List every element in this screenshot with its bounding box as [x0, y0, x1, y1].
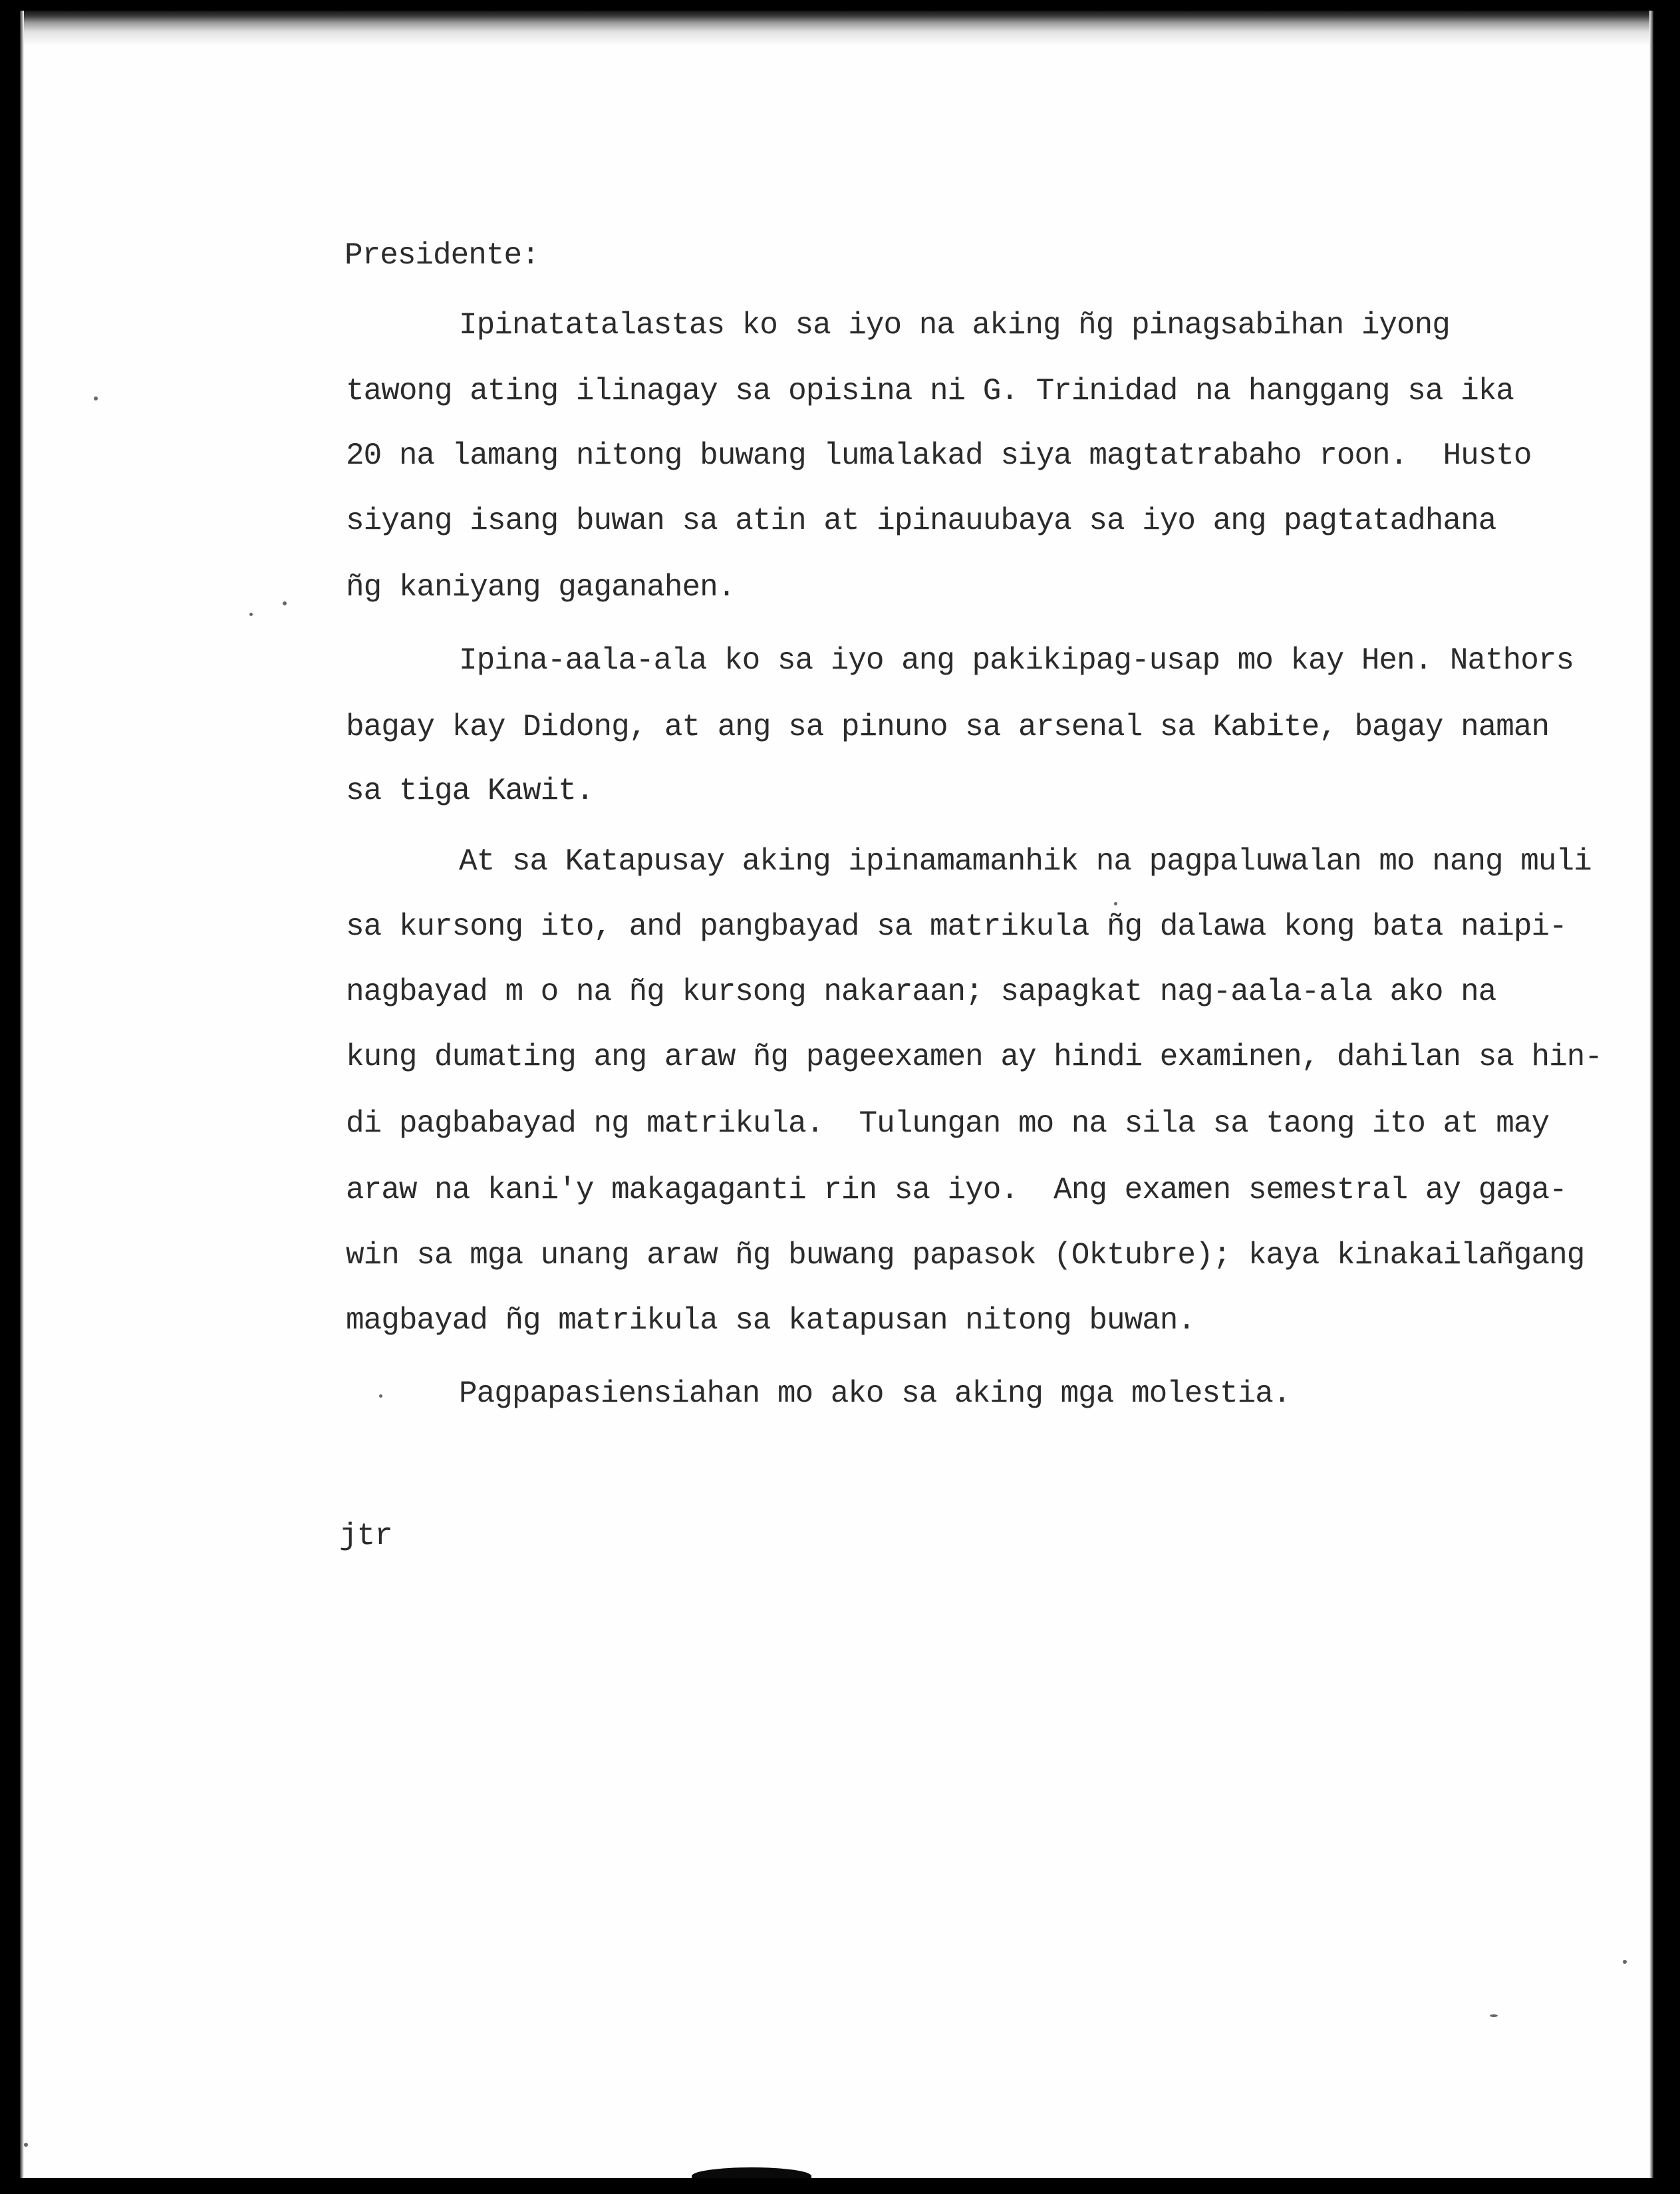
body-line: Pagpapasiensiahan mo ako sa aking mga molestia. [459, 1376, 1291, 1411]
body-line: nagbayad m o na ñg kursong nakaraan; sapagkat nag-aala-ala ako na [346, 975, 1496, 1009]
salutation: Presidente: [345, 238, 539, 273]
body-line: ñg kaniyang gaganahen. [346, 570, 736, 605]
body-line: tawong ating ilinagay sa opisina ni G. Trinidad na hanggang sa ika [346, 374, 1514, 408]
body-line: di pagbabayad ng matrikula. Tulungan mo na sila sa taong ito at may [346, 1106, 1550, 1141]
body-line: Ipinatatalastas ko sa iyo na aking ñg pinagsabihan iyong [459, 308, 1450, 343]
body-line: sa kursong ito, and pangbayad sa matrikula ñg dalawa kong bata naipi- [346, 909, 1567, 944]
body-line: bagay kay Didong, at ang sa pinuno sa arsenal sa Kabite, bagay naman [346, 710, 1550, 744]
body-line: Ipina-aala-ala ko sa iyo ang pakikipag-usap mo kay Hen. Nathors [459, 643, 1574, 678]
body-line: At sa Katapusay aking ipinamamanhik na pagpaluwalan mo nang muli [459, 844, 1592, 879]
body-line: araw na kani'y makagaganti rin sa iyo. Ang examen semestral ay gaga- [346, 1173, 1567, 1207]
body-line: magbayad ñg matrikula sa katapusan nitong buwan. [346, 1303, 1196, 1338]
letter-body [20, 11, 1653, 2178]
body-line: kung dumating ang araw ñg pageexamen ay hindi examinen, dahilan sa hin- [346, 1040, 1602, 1074]
letter-page [20, 11, 1653, 2178]
body-line: 20 na lamang nitong buwang lumalakad siya magtatrabaho roon. Husto [346, 438, 1532, 473]
initials: jtr [339, 1519, 392, 1553]
body-line: win sa mga unang araw ñg buwang papasok (Oktubre); kaya kinakailañgang [346, 1238, 1585, 1273]
body-line: sa tiga Kawit. [346, 774, 594, 808]
body-line: siyang isang buwan sa atin at ipinauubaya sa iyo ang pagtatadhana [346, 504, 1496, 538]
